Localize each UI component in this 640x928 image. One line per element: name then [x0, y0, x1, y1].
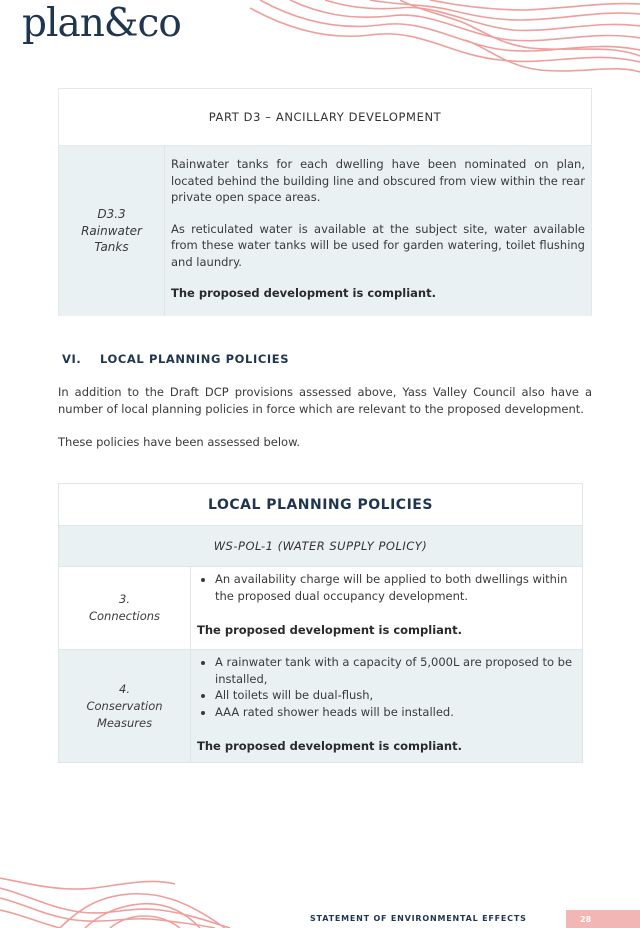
- ancillary-development-table: [58, 88, 592, 316]
- rainwater-tanks-assessment: [165, 146, 591, 316]
- assessment-paragraph: As reticulated water is available at the subject site, water available from these water tanks will be used for garden watering, toilet flushing and laundry.: [171, 221, 585, 269]
- table-row: [59, 650, 582, 762]
- ancillary-table-row: [59, 146, 591, 316]
- compliance-statement: The proposed development is compliant.: [171, 286, 436, 300]
- section-title: LOCAL PLANNING POLICIES: [100, 352, 290, 366]
- section-note-paragraph: These policies have been assessed below.: [58, 435, 301, 449]
- bullet-item: • An availability charge will be applied to both dwellings within the proposed dual occupancy development.: [215, 571, 574, 604]
- bullet-item: • All toilets will be dual-flush,: [215, 687, 574, 704]
- assessment-paragraph: Rainwater tanks for each dwelling have been nominated on plan, located behind the building line and obscured from view within the rear private open space areas.: [171, 157, 585, 204]
- compliance-statement: The proposed development is compliant.: [197, 623, 462, 637]
- policies-table-subheading: WS-POL-1 (WATER SUPPLY POLICY): [59, 526, 582, 567]
- contour-decoration-top: [250, 0, 640, 80]
- section-number: VI.: [62, 352, 82, 366]
- contour-decoration-bottom: [0, 868, 230, 928]
- local-planning-policies-table: [58, 483, 583, 763]
- bullet-item: • A rainwater tank with a capacity of 5,000L are proposed to be installed,: [215, 654, 574, 687]
- conservation-measures-assessment: [191, 650, 582, 762]
- row-label-line: Tanks: [94, 240, 129, 255]
- section-intro-paragraph: In addition to the Draft DCP provisions assessed above, Yass Valley Council also have a number of local planning policies in force which are relevant to the proposed development.: [58, 385, 592, 416]
- conservation-measures-label: [59, 650, 191, 762]
- footer-document-title: STATEMENT OF ENVIRONMENTAL EFFECTS: [310, 914, 527, 923]
- bullet-item: • AAA rated shower heads will be installed.: [215, 704, 574, 721]
- rainwater-tanks-label: [59, 146, 165, 316]
- row-label-line: Measures: [96, 715, 153, 730]
- page-number: 28: [566, 910, 640, 928]
- compliance-statement: The proposed development is compliant.: [197, 739, 462, 753]
- company-logo: plan&co: [22, 1, 181, 46]
- row-label-line: D3.3: [97, 207, 126, 222]
- policies-table-heading: LOCAL PLANNING POLICIES: [59, 484, 582, 526]
- connections-label: [59, 567, 191, 649]
- connections-assessment: [191, 567, 582, 649]
- table-row: [59, 567, 582, 650]
- ancillary-table-heading: PART D3 – ANCILLARY DEVELOPMENT: [59, 89, 591, 146]
- row-label-line: 4.: [119, 681, 130, 696]
- row-label-line: Rainwater: [81, 223, 142, 238]
- section-heading: [62, 352, 289, 366]
- row-label-line: 3.: [119, 592, 130, 606]
- row-label-line: Connections: [88, 609, 161, 623]
- row-label-line: Conservation: [86, 698, 163, 713]
